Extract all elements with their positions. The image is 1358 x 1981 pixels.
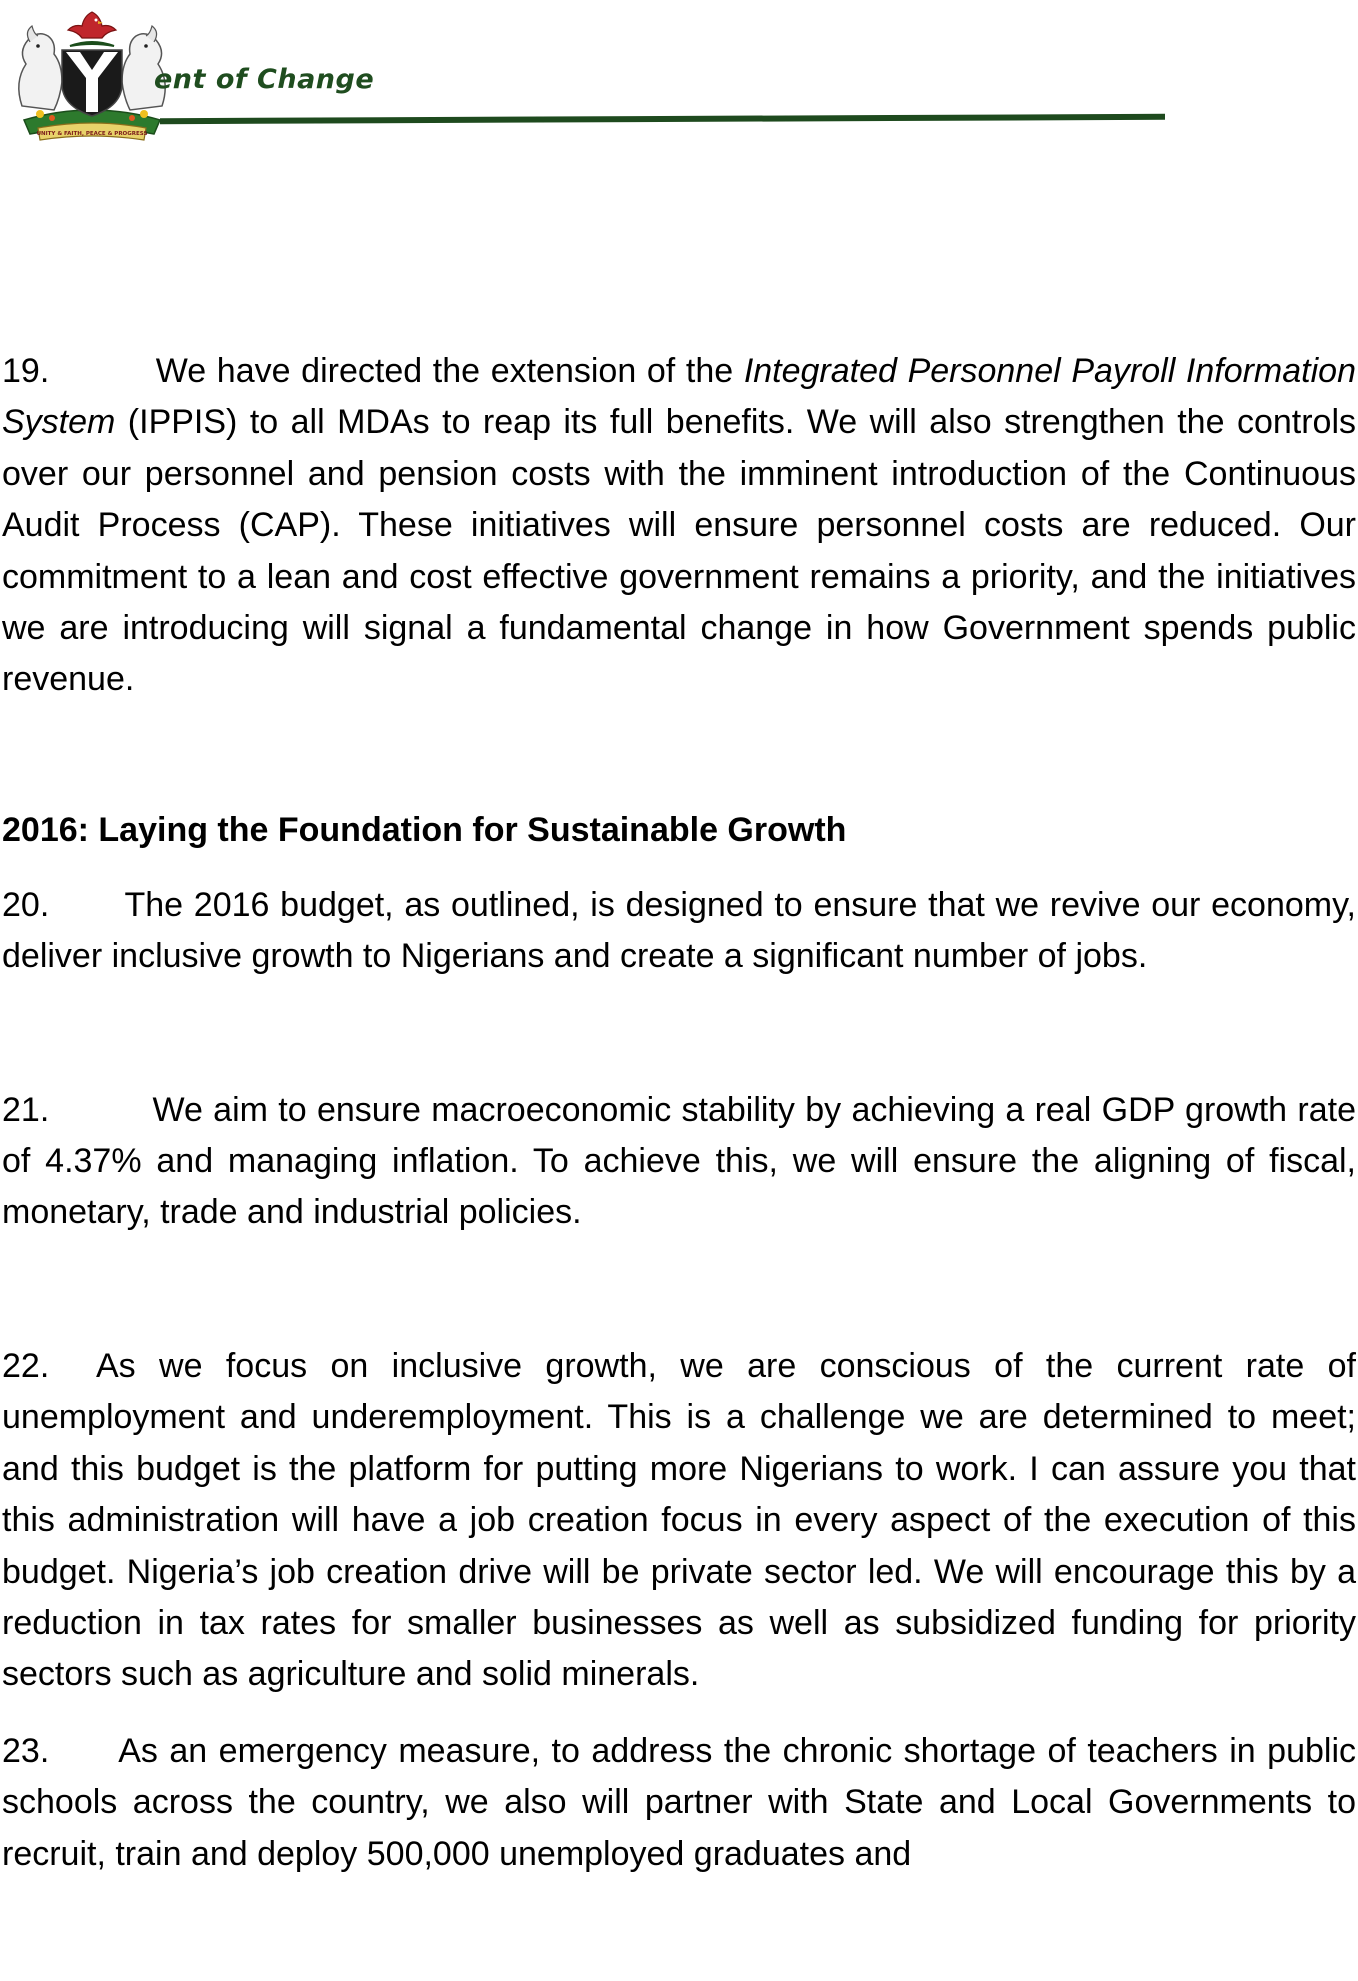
paragraph-23 bbox=[2, 1726, 1356, 1880]
paragraph-text-start: We have directed the extension of the bbox=[155, 352, 744, 390]
paragraph-number: 19. bbox=[2, 352, 50, 390]
spacer bbox=[2, 1239, 1356, 1341]
header-divider bbox=[160, 114, 1165, 124]
paragraph-19 bbox=[2, 346, 1356, 706]
svg-text:UNITY & FAITH, PEACE & PROGRES: UNITY & FAITH, PEACE & PROGRESS bbox=[36, 131, 148, 137]
paragraph-text: We aim to ensure macroeconomic stability by achieving a real GDP growth rate of 4.37% and managing inflation. To achieve this, we will ensure the aligning of fiscal, monetary, trade and industrial policies. bbox=[2, 1090, 1356, 1232]
page-header bbox=[0, 0, 1170, 150]
paragraph-text: As an emergency measure, to address the chronic shortage of teachers in public schools across the country, we also will partner with State and Local Governments to recruit, train and deploy 500,000 unemployed graduates and bbox=[2, 1731, 1356, 1873]
paragraph-21 bbox=[2, 1085, 1356, 1239]
paragraph-22 bbox=[2, 1341, 1356, 1701]
paragraph-number: 23. bbox=[2, 1731, 50, 1770]
document-body bbox=[2, 346, 1356, 1880]
paragraph-number: 22. bbox=[2, 1346, 50, 1385]
paragraph-text-end: (IPPIS) to all MDAs to reap its full benefits. We will also strengthen the controls over our personnel and pension costs with the imminent introduction of the Continuous Audit Process (CAP). These initiatives will ensure personnel costs are reduced. Our commitment to a lean and cost effective government remains a priority, and the initiatives we are introducing will signal a fundamental change in how Government spends public revenue. bbox=[2, 403, 1356, 699]
spacer bbox=[2, 856, 1356, 880]
paragraph-20 bbox=[2, 880, 1356, 983]
section-heading: 2016: Laying the Foundation for Sustainable Growth bbox=[2, 810, 847, 849]
header-title: ent of Change bbox=[154, 64, 375, 95]
spacer bbox=[2, 1701, 1356, 1726]
paragraph-number: 20. bbox=[2, 885, 50, 924]
paragraph-text: As we focus on inclusive growth, we are conscious of the current rate of unemployment and underemployment. This is a challenge we are determined to meet; and this budget is the platform for putting more Nigerians to work. I can assure you that this administration will have a job creation focus in every aspect of the execution of this budget. Nigeria’s job creation drive will be private sector led. We will encourage this by a reduction in tax rates for smaller businesses as well as subsidized funding for priority sectors such as agriculture and solid minerals. bbox=[2, 1346, 1356, 1694]
spacer bbox=[2, 706, 1356, 805]
spacer bbox=[2, 983, 1356, 1085]
paragraph-italic-term: Integrated Personnel Payroll Information System bbox=[2, 352, 1356, 442]
paragraph-number: 21. bbox=[2, 1090, 50, 1129]
paragraph-text: The 2016 budget, as outlined, is designed to ensure that we revive our economy, deliver inclusive growth to Nigerians and create a significant number of jobs. bbox=[2, 885, 1357, 976]
